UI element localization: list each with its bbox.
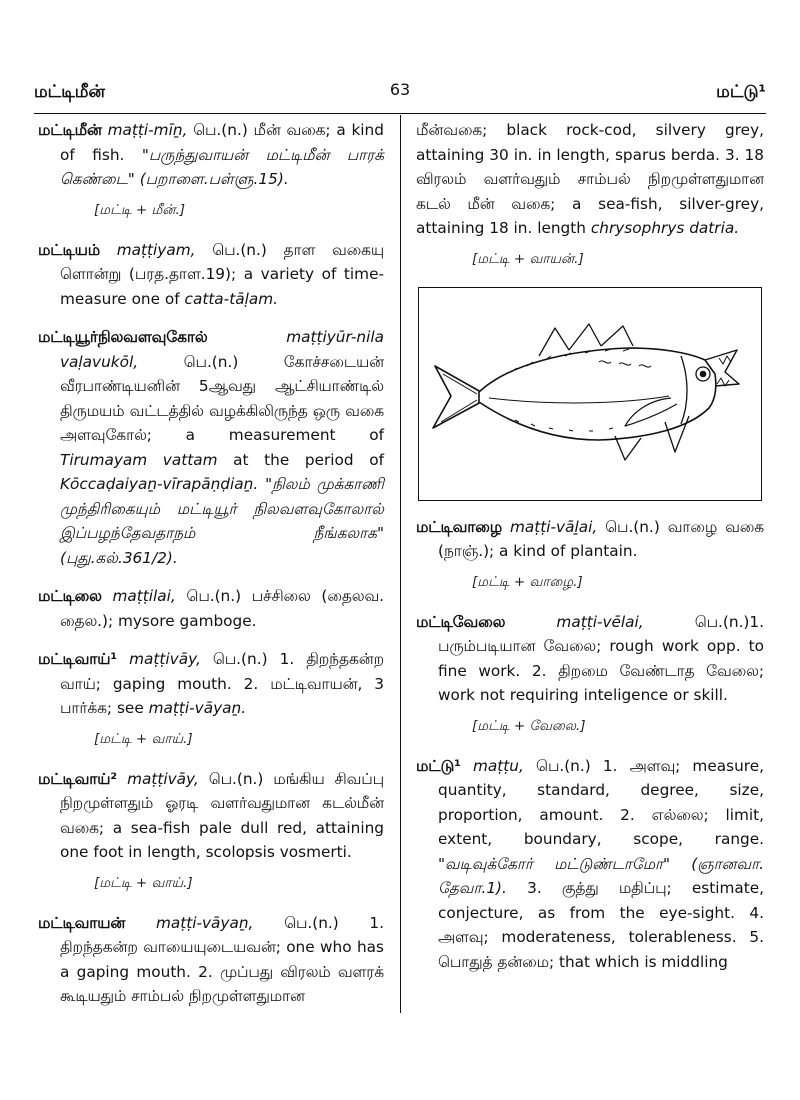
definition: பெ.(n.) 1. திறந்தகன்ற வாய்; gaping mouth. 2. மட்டிவாயன், 3 பார்க்க; see [60,650,384,717]
citation: "வடிவுக்கோர் மட்டுண்டாமோ" (ஞானவா. தேவா.1). [438,854,764,897]
transliteration: maṭṭi-vāyaṉ, [155,913,254,932]
definition: பெ.(n.) பச்சிலை (தைலவ. தைல.); mysore gamboge. [60,587,384,630]
headword: மட்டிவாழை [416,517,503,536]
definition: பெ.(n.)1. பரும்படியான வேலை; rough work opp. to fine work. 2. திறமை வேண்டாத வேலை; work not requiring inteligence or skill. [438,612,764,704]
headword: மட்டியம் [38,240,101,259]
etymology: [மட்டி + வாழை.] [472,573,583,590]
entry-mattiyam [38,238,384,312]
definition: பெ.(n.) 1. திறந்தகன்ற வாயையுடையவன்; one who has a gaping mouth. 2. முப்பது விரலம் வளரக் கூடியதும் சாம்பல் நிறமுள்ளதுமான [60,913,384,1005]
definition-cont: at the period of [233,450,384,469]
transliteration-term: catta-tāḷam. [184,289,278,308]
definition: மீன்வகை; black rock-cod, silvery grey, attaining 30 in. in length, sparus berda. 3. 18 விரலம் வளர்வதும் சாம்பல் நிறமுள்ளதுமான கடல் மீன் வகை; a sea-fish, silver-grey, attaining 18 in. length [416,121,764,237]
cross-reference: maṭṭi-vāyaṉ. [148,699,247,717]
running-head-left: மட்டிமீன் [34,82,105,102]
entry-matti-velai [416,610,764,708]
entry-matti-min [38,118,384,192]
headword: மட்டிவேலை [416,612,506,631]
header-rule [34,113,766,114]
etymology: [மட்டி + மீன்.] [94,201,186,218]
etymology: [மட்டி + வாய்.] [94,730,193,747]
running-head-right: மட்டு¹ [716,82,766,102]
transliteration: maṭṭiyam, [116,240,196,259]
headword: மட்டு¹ [416,756,461,775]
entry-matti-vazhai [416,515,764,564]
entry-mattu-1 [416,754,764,975]
column-divider [400,115,401,1013]
left-column [38,118,384,1019]
definition: பெ.(n.) மங்கிய சிவப்பு நிறமுள்ளதும் ஓரடி வளர்வதுமான கடல்மீன் வகை; a sea-fish pale dull red, attaining one foot in length, scolopsis vosmerti. [60,769,384,861]
transliteration: maṭṭi-vāḻai, [510,517,598,536]
headword: மட்டியூர்நிலவளவுகோல் [38,328,208,346]
transliteration: maṭṭivāy, [129,650,201,668]
right-column [416,118,764,984]
king-name: Kōccaḍaiyaṉ-vīrapāṇḍiaṉ. [60,475,259,493]
definition: பெ.(n.) 1. அளவு; measure, quantity, standard, degree, size, proportion, amount. 2. எல்லை; limit, extent, boundary, scope, range. [438,756,764,848]
entry-mattivay-1 [38,647,384,721]
headword: மட்டிலை [38,587,102,605]
definition-cont: 3. குத்து மதிப்பு; estimate, conjecture, as from the eye-sight. 4. அளவு; moderateness, tolerableness. 5. பொதுத் தன்மை; that which is middling [438,879,764,971]
page-number: 63 [389,80,411,99]
fish-illustration [418,287,762,501]
transliteration: maṭṭi-vēlai, [556,612,644,631]
citation: "பருந்துவாயன் மட்டிமீன் பாரக் கெண்டை" (பறாளை.பள்ளு.15). [60,145,384,188]
page-header [34,82,766,110]
headword: மட்டிவாய்² [38,769,118,788]
entry-mattilai [38,584,384,633]
definition: பெ.(n.) மீன் வகை; a kind of fish. [60,121,384,164]
entry-mattivay-2 [38,767,384,865]
etymology: [மட்டி + வாயன்.] [472,250,584,267]
headword: மட்டிமீன் [38,121,102,139]
place-name: Tirumayam vattam [60,450,218,469]
transliteration: maṭṭilai, [112,587,176,605]
headword: மட்டிவாய்¹ [38,650,118,668]
transliteration: maṭṭu, [473,756,524,775]
headword: மட்டிவாயன் [38,913,126,932]
transliteration: maṭṭi-mīṉ, [107,121,188,139]
species-name: chrysophrys datria. [590,219,740,237]
definition: பெ.(n.) வாழை வகை (நாஞ்.); a kind of plantain. [438,517,764,560]
citation: "நிலம் முக்காணி முந்திரிகையும் மட்டியூர் நிலவளவுகோலால் இப்பழந்தேவதாநம் நீங்கலாக" (புது.கல்.361/2). [60,475,384,567]
transliteration: maṭṭivāy, [127,769,199,788]
definition: பெ.(n.) தாள வகையு ளொன்று (பரத.தாள.19); a variety of time-measure one of [60,240,384,308]
etymology: [மட்டி + வேலை.] [472,717,586,734]
entry-mattiyur-nilavalavukol [38,325,384,570]
definition: பெ.(n.) கோச்சடையன் வீரபாண்டியனின் 5ஆவது ஆட்சியாண்டில் திருமயம் வட்டத்தில் வழக்கிலிருந்த ஒரு வகை அளவுகோல்; a measurement of [60,352,384,444]
etymology: [மட்டி + வாய்.] [94,874,193,891]
entry-matti-vayan [38,911,384,1009]
transliteration: maṭṭiyūr-nila vaḷavukōl, [60,328,384,371]
entry-continuation [416,118,764,241]
